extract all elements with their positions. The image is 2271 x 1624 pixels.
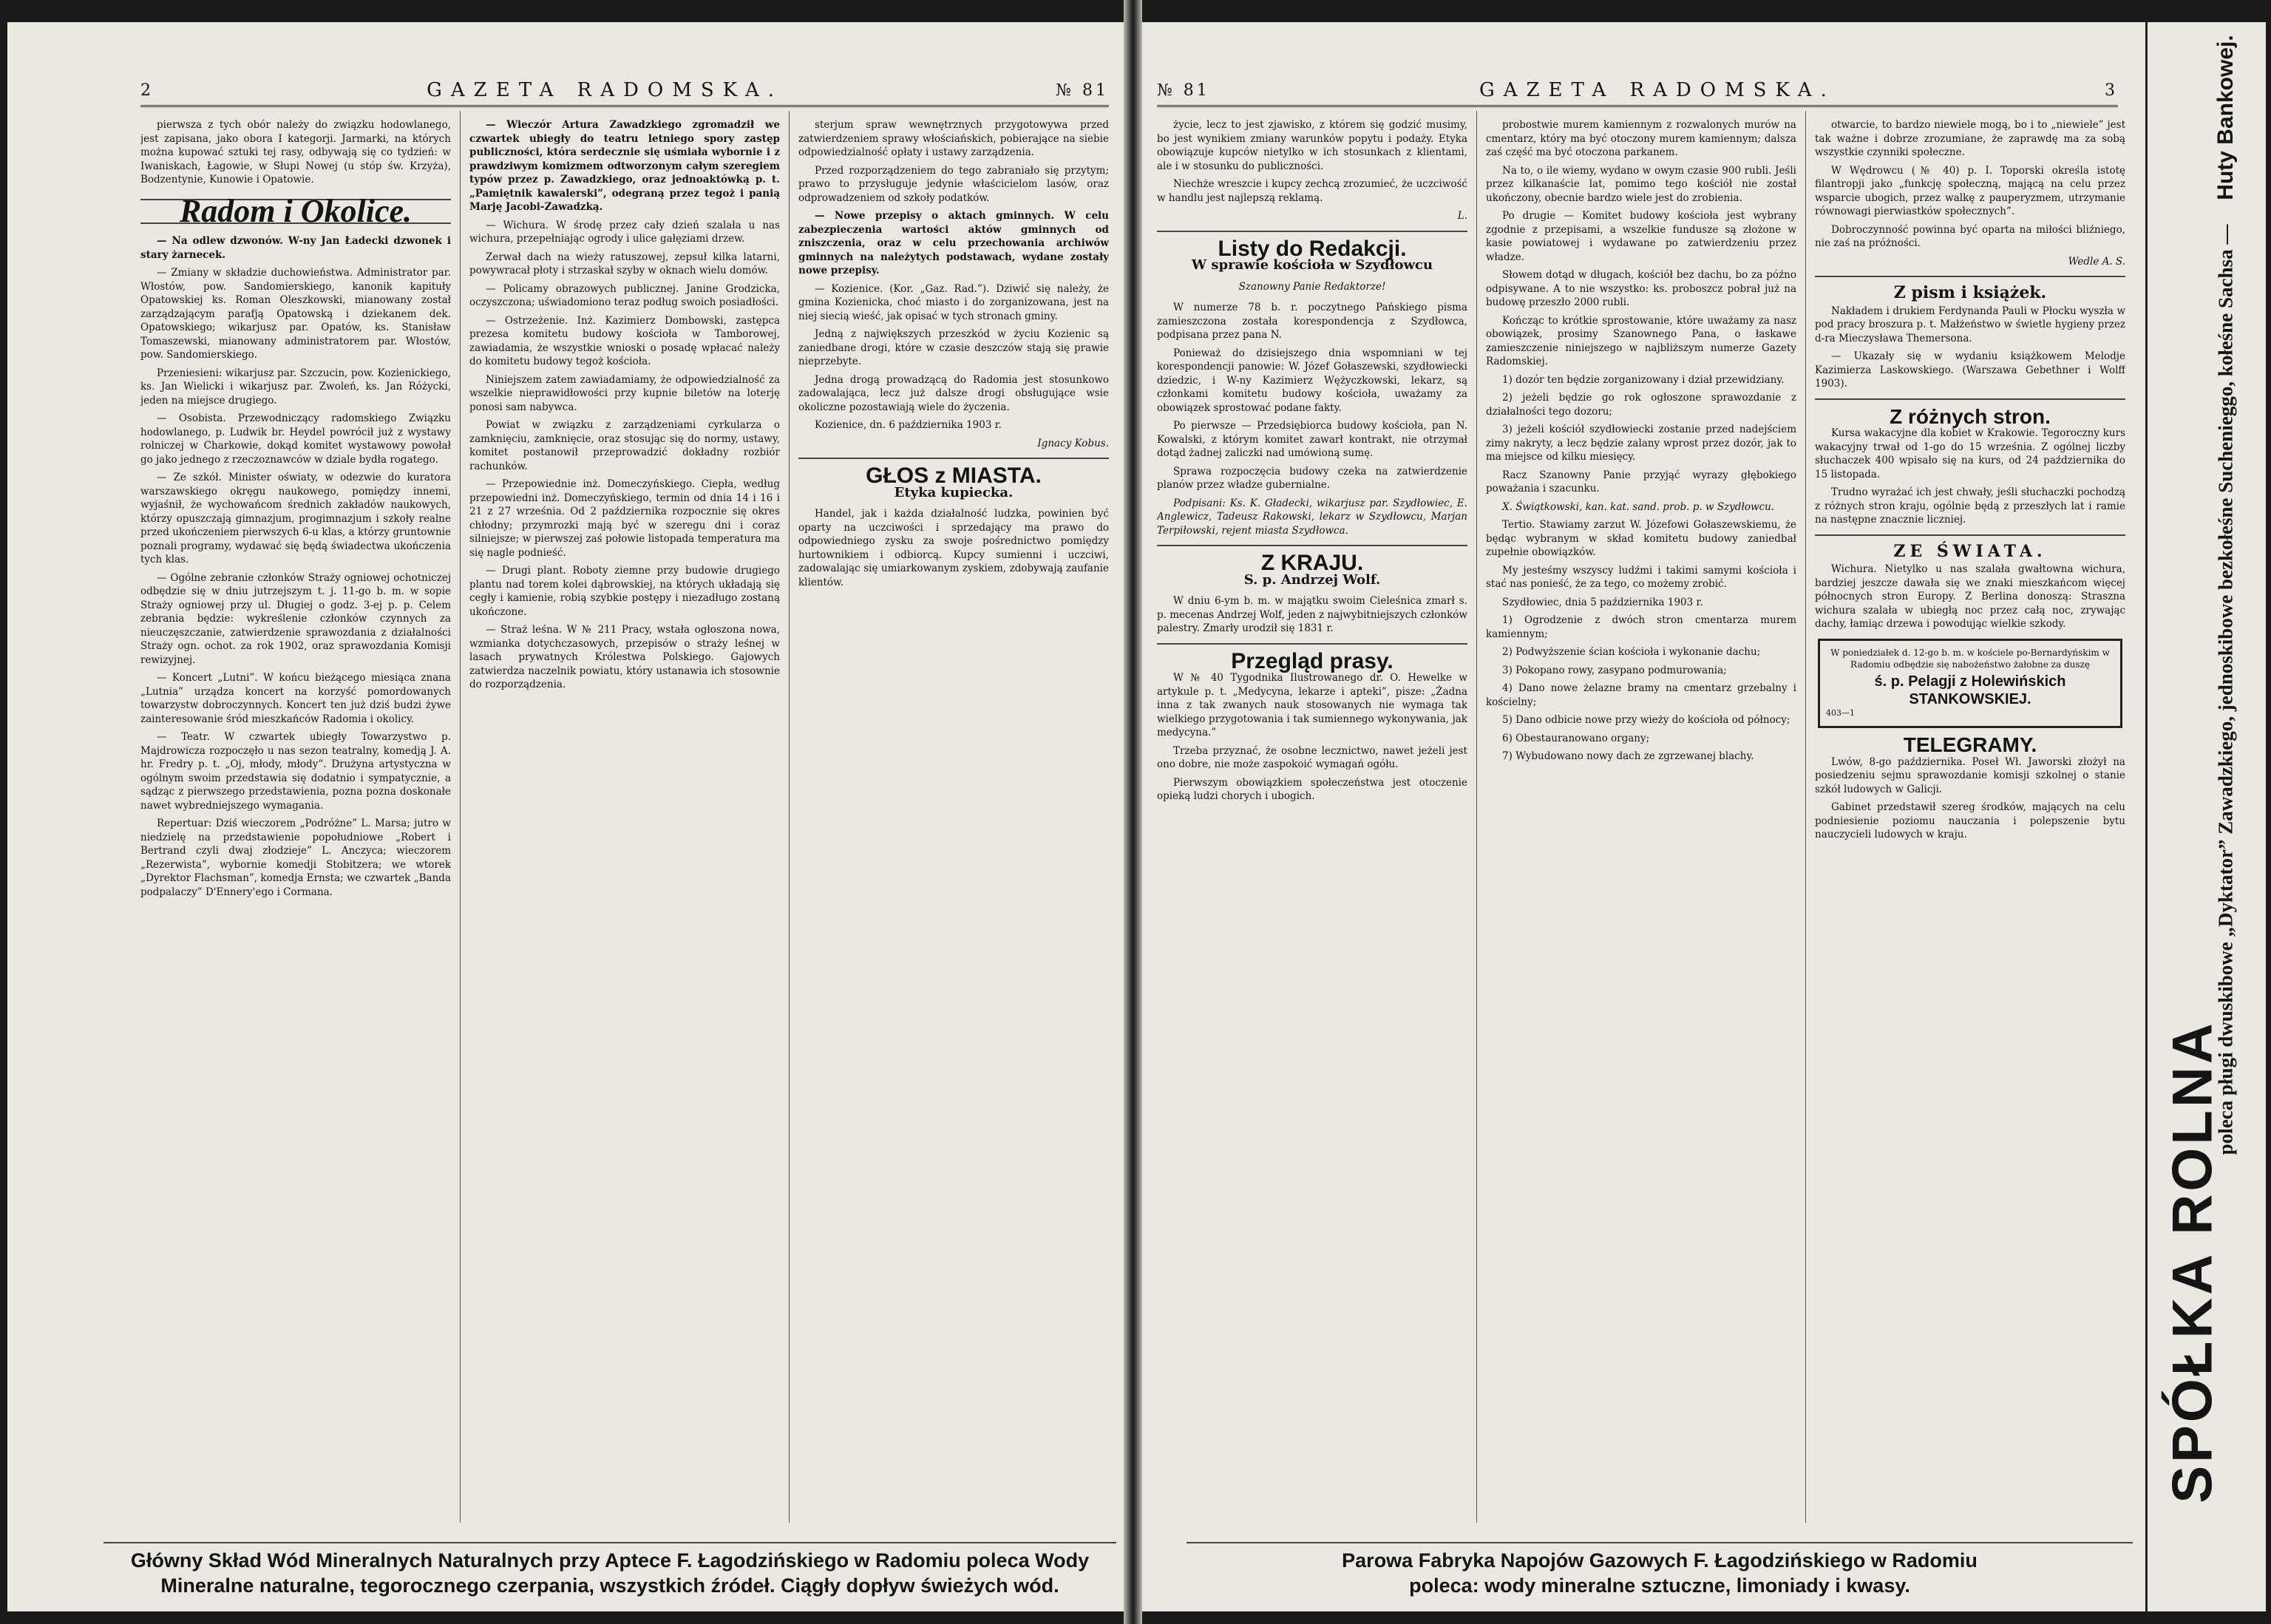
article-paragraph: W № 40 Tygodnika Ilustrowanego dr. O. Hewelke w artykule p. t. „Medycyna, lekarze i apteki”, pisze: „Żadna inna z tak zwanych nauk stosowanych nie wymaga tak wielkiego przygotowania i tak sumiennego wykonywania, jak medycyna.” <box>1157 672 1467 738</box>
issue-number: № 81 <box>1056 81 1109 100</box>
article-paragraph: życie, lecz to jest zjawisko, z którem się godzić musimy, bo jest wynikiem zmiany warunków popytu i podaży. Etyka obowiązuje kupców nietylko w ich stosunkach z klientami, ale i w stosunku do publiczności. <box>1157 119 1467 172</box>
divider <box>1815 398 2125 400</box>
article-paragraph: Niechże wreszcie i kupcy zechcą zrozumieć, że uczciwość w handlu jest najlepszą reklamą. <box>1157 178 1467 204</box>
article-title: TELEGRAMY. <box>1903 733 2037 756</box>
article-title: Listy do Redakcji. <box>1218 236 1407 261</box>
ad-manufacturer: Huty Bankowej. <box>2213 35 2238 200</box>
article-paragraph: otwarcie, to bardzo niewiele mogą, bo i to „niewiele” jest tak ważne i dobrze zrozumiane, że zaprawdę ma za sobą wszystkie czynniki społeczne. <box>1815 119 2125 158</box>
funeral-notice-name: STANKOWSKIEJ. <box>1909 691 2031 707</box>
right-masthead <box>1157 75 2118 107</box>
article-paragraph: Tertio. Stawiamy zarzut W. Józefowi Gołaszewskiemu, że będąc wybranym w skład komitetu budowy zaniedbał zupełnie obowiązków. <box>1486 519 1796 558</box>
article-paragraph: Przed rozporządzeniem do tego zabraniało się przytym; prawo to przysługuje jedynie właścicielom lasów, oraz odprowadzeniem od szkoły podatków. <box>798 164 1109 204</box>
right-page <box>1142 22 2266 1611</box>
list-item: 1) Ogrodzenie z dwóch stron cmentarza murem kamiennym; <box>1486 614 1796 640</box>
signatories: Podpisani: Ks. K. Gładecki, wikarjusz par. Szydłowiec, E. Anglewicz, Tadeusz Rakowski, lekarz w Szydłowcu, Marjan Terpiłowski, rejent miasta Szydłowca. <box>1157 497 1467 537</box>
page-number: 2 <box>140 81 154 100</box>
article-paragraph: Zerwał dach na wieży ratuszowej, zepsuł kilka latarni, powywracał płoty i strzaskał szyby w oknach wielu domów. <box>469 251 780 276</box>
signature: Ignacy Kobus. <box>1037 437 1109 449</box>
article-paragraph: W numerze 78 b. r. poczytnego Pańskiego pisma zamieszczona została korespondencja z Szydłowca, podpisana przez pana N. <box>1157 302 1467 341</box>
article-paragraph: — Wieczór Artura Zawadzkiego zgromadził we czwartek ubiegły do teatru letniego spory zastęp publiczności, która serdecznie się uśmiała wybornie i z prawdziwym komizmem odtworzonym całym szeregiem typów przez p. Zawadzkiego, oraz jednoaktówką p. t. „Pamiętnik kawalerski”, odegraną przez tegoż i panią Marję Jacobi-Zawadzką. <box>469 119 780 213</box>
page-number: 3 <box>2104 81 2118 100</box>
article-paragraph: Sprawa rozpoczęcia budowy czeka na zatwierdzenie planów przez władze gubernialne. <box>1157 465 1467 491</box>
list-item: 4) Dano nowe żelazne bramy na cmentarz grzebalny i kościelny; <box>1486 682 1796 708</box>
article-paragraph: Jedną z największych przeszkód w życiu Kozienic są zaniedbane drogi, które w czasie deszczów stają się prawie nieprzebyte. <box>798 328 1109 367</box>
signature: L. <box>1457 210 1467 222</box>
divider <box>1157 231 1467 232</box>
list-item: 1) dozór ten będzie zorganizowany i dział przewidziany. <box>1502 373 1785 386</box>
article-paragraph: Powiat w związku z zarządzeniami cyrkularza o zamknięciu, zamknięcie, oraz stosując się do normy, ustawy, komitet postanowił przeprowadzić dokładny rozbiór rachunków. <box>469 419 780 472</box>
column-divider <box>1805 111 1806 1523</box>
article-title: Z KRAJU. <box>1260 551 1364 575</box>
left-column-2 <box>469 118 780 1523</box>
salutation: Szanowny Panie Redaktorze! <box>1238 280 1386 293</box>
list-item: 3) jeżeli kościół szydłowiecki zostanie przed nadejściem zimy nakryty, a lecz będzie zalany wprost przez dozór, jak to ma miejsce od kilku miesięcy. <box>1486 424 1796 463</box>
divider <box>798 458 1109 459</box>
section-title: Radom i Okolice. <box>140 199 451 225</box>
divider <box>1157 545 1467 546</box>
article-paragraph: Wichura. Nietylko u nas szalała gwałtowna wichura, bardziej jeszcze dawała się we znaki mieszkańcom więcej północnych stron Europy. Z Berlina donoszą: Straszna wichura szalała w ubiegłą noc przez całą noc, zrywając dachy, łamiąc drzewa i powodując wielkie szkody. <box>1815 563 2125 630</box>
list-item: 7) Wybudowano nowy dach ze zgrzewanej blachy. <box>1502 750 1754 762</box>
signature: Wedle A. S. <box>2068 255 2125 268</box>
article-paragraph: — Ze szkół. Minister oświaty, w odezwie do kuratora warszawskiego okręgu naukowego, pomiędzy innemi, wyjaśnił, że wychowańcom średnich zakładów naukowych, którzy opuszczają gimnazjum, progimnazjum i szkoły realne przed ukończeniem pierwszych 6-u klas, a którzy gruntownie poznali programy, wydawać się będą świadectwa ukończenia tych klas. <box>140 472 451 565</box>
list-item: 2) Podwyższenie ścian kościoła i wykonanie dachu; <box>1502 646 1761 658</box>
article-paragraph: Pierwszym obowiązkiem społeczeństwa jest otoczenie opieką ludzi chorych i ubogich. <box>1157 776 1467 802</box>
article-paragraph: Gabinet przedstawił szereg środków, mających na celu podniesienie poziomu nauczania i polepszenie bytu nauczycieli ludowych w kraju. <box>1815 801 2125 840</box>
article-paragraph: probostwie murem kamiennym z rozwalonych murów na cmentarz, który ma być otoczony murem kamiennym; dalsza zaś część ma być otoczona parkanem. <box>1486 119 1796 158</box>
article-paragraph: Lwów, 8-go października. Poseł Wł. Jaworski złożył na posiedzeniu sejmu sprawozdanie komisji szkolnej o stanie szkół ludowych w Galicji. <box>1815 755 2125 795</box>
list-item: 6) Obestauranowano organy; <box>1502 732 1650 744</box>
right-column-3 <box>1815 118 2125 1523</box>
article-paragraph: — Na odlew dzwonów. W-ny Jan Ładecki dzwonek i stary żarnecek. <box>140 235 451 261</box>
article-paragraph: Kończąc to krótkie sprostowanie, które uważamy za nasz obowiązek, prosimy Szanownego Pana, o łaskawe zamieszczenie niniejszego w najbliższym numerze Gazety Radomskiej. <box>1486 314 1796 367</box>
list-item: 5) Dano odbicie nowe przy wieży do kościoła od północy; <box>1502 714 1790 726</box>
article-title: ZE ŚWIATA. <box>1893 541 2047 561</box>
article-paragraph: — Ogólne zebranie członków Straży ogniowej ochotniczej odbędzie się w dniu jutrzejszym t. j. 11-go b. m. w sopie Straży ogniowej przy ul. Długiej o godz. 3-ej p. p. Celem zebrania będzie: wykreślenie członków czynnych za nieuczęszczanie, zatwierdzenie sprawozdania z działalności Straży ogn. ochot. za rok 1902, oraz sprawozdania Komisji rewizyjnej. <box>140 571 451 666</box>
issue-number: № 81 <box>1157 81 1210 100</box>
column-divider <box>1476 111 1477 1523</box>
footer-line: poleca: wody mineralne sztuczne, limoniady i kwasy. <box>1409 1574 1910 1597</box>
article-title: Z pism i książek. <box>1893 283 2047 302</box>
article-paragraph: — Kozienice. (Kor. „Gaz. Rad.”). Dziwić się należy, że gmina Kozienicka, choć miasto i do zorganizowana, jest na niej siecią wieść, jak opisać w tych stronach gminy. <box>798 282 1109 322</box>
article-paragraph: Nakładem i drukiem Ferdynanda Pauli w Płocku wyszła w pod pracy broszura p. t. Małżeństwo w świetle hygieny przez d-ra Mieczysława Themersona. <box>1815 305 2125 344</box>
article-paragraph: — Drugi plant. Roboty ziemne przy budowie drugiego plantu nad torem kolei dąbrowskiej, na których układają się cegły i kamienie, robią szybkie postępy i niezadługo zostaną ukończone. <box>469 565 780 618</box>
right-footer-ad <box>1187 1548 2133 1598</box>
left-page <box>7 22 1124 1611</box>
article-paragraph: sterjum spraw wewnętrznych przygotowywa przed zatwierdzeniem sprawy włościańskich, pobierające na siebie odpowiedzialność opłaty i ustawy zarządzenia. <box>798 119 1109 158</box>
footer-line: Główny Skład Wód Mineralnych Naturalnych przy Aptece F. Łagodzińskiego w Radomiu poleca Wody <box>130 1549 1090 1572</box>
list-item: 3) Pokopano rowy, zasypano podmurowania; <box>1502 664 1727 676</box>
article-paragraph: — Zmiany w składzie duchowieństwa. Administrator par. Włostów, pow. Sandomierskiego, kanonik kapituły Opatowskiej ks. Roman Oleszkowski, mianowany został zarządzającym parafją Opatowską i dziekanem dek. Opatowskiego; wikarjusz par. Opatów, ks. Stanisław Tomaszewski, mianowany administratorem par. Włostów, pow. Sandomierskiego. <box>140 267 451 361</box>
article-paragraph: Po drugie — Komitet budowy kościoła jest wybrany zgodnie z przepisami, a wszelkie fundusze są złożone w kasie powiatowej i wydawane po zatwierdzeniu przez władze. <box>1486 210 1796 263</box>
footer-line: Parowa Fabryka Napojów Gazowych F. Łagodzińskiego w Radomiu <box>1342 1549 1978 1572</box>
footer-line: Mineralne naturalne, tegorocznego czerpania, wszystkich źródeł. Ciągły dopływ świeżych wód. <box>160 1574 1059 1597</box>
signatories: X. Świątkowski, kan. kat. sand. prob. p. w Szydłowcu. <box>1502 500 1775 513</box>
article-subtitle: Etyka kupiecka. <box>894 484 1014 500</box>
article-subtitle: S. p. Andrzej Wolf. <box>1243 571 1381 588</box>
dateline: Kozienice, dn. 6 października 1903 r. <box>815 419 1002 431</box>
article-paragraph: pierwsza z tych obór należy do związku hodowlanego, jest zapisana, jako obora I kategorji. Jarmarki, na których można kupować sztuki tej rasy, odbywają się co tydzień: w Iwaniskach, Łagowie, w Słupi Nowej (u stóp św. Krzyża), Bodzentynie, Kunowie i Opatowie. <box>140 119 451 186</box>
right-column-2 <box>1486 118 1796 1523</box>
column-divider <box>460 111 461 1523</box>
footer-rule <box>1187 1542 2133 1543</box>
article-paragraph: Repertuar: Dziś wieczorem „Podróżne” L. Marsa; jutro w niedzielę na przedstawienie popołudniowe „Robert i Bertrand czyli dwaj złodzieje” L. Anczyca; wieczorem „Rezerwista”, wybornie komedji Stobitzera; we wtorek „Dyrektor Flachsman”, komedja Ernsta; we czwartek „Banda podpalaczy” D'Ennery'ego i Cormana. <box>140 818 451 898</box>
article-paragraph: — Koncert „Lutni”. W końcu bieżącego miesiąca znana „Lutnia” urządza koncert na korzyść pomordowanych towarzystw dobroczynnych. Koncert ten już dziś budzi żywe zainteresowanie śród mieszkańców Radomia i okolicy. <box>140 672 451 725</box>
article-paragraph: Po pierwsze — Przedsiębiorca budowy kościoła, pan N. Kowalski, z którym komitet zawarł kontrakt, nie otrzymał dotąd żadnej zaliczki nad umówioną sumę. <box>1157 420 1467 459</box>
left-column-1 <box>140 118 451 1523</box>
article-paragraph: W dniu 6-ym b. m. w majątku swoim Cieleśnica zmarł s. p. mecenas Andrzej Wolf, jeden z najwybitniejszych członków palestry. Zmarły urodził się 1831 r. <box>1157 595 1467 634</box>
article-paragraph: Handel, jak i każda działalność ludzka, powinien być oparty na uczciwości i sprzedający ma prawo do odpowiedniego zysku za swoje pośrednictwo pomiędzy hurtownikiem i odbiorcą. Kupcy sumienni i uczciwi, zadowalając się umiarkowanym zyskiem, zdobywają zaufanie klientów. <box>798 508 1109 588</box>
article-paragraph: W Wędrowcu (№ 40) p. I. Toporski określa istotę filantropji jako „funkcję społeczną, mającą na celu przez wsparcie ubogich, przez walkę z pauperyzmem, utrzymanie równowagi pierwiastków społecznych”. <box>1815 164 2125 217</box>
article-paragraph: Trzeba przyznać, że osobne lecznictwo, nawet jeżeli jest ono dobre, nie może zaspokoić wymagań ogółu. <box>1157 744 1467 770</box>
newspaper-title: GAZETA RADOMSKA. <box>1479 79 1836 101</box>
article-paragraph: Słowem dotąd w długach, kościół bez dachu, bo za późno odpisywane. A to nie wszystko: ks. proboszcz pobrał już na budowę przeszło 2000 rubli. <box>1486 269 1796 308</box>
article-paragraph: — Osobista. Przewodniczący radomskiego Związku hodowlanego, p. Ludwik br. Heydel powrócił już z wystawy rolniczej w Charkowie, dokąd komitet wystawowy powołał go jako jednego z rzeczoznawców w dziale bydła rogatego. <box>140 412 451 466</box>
article-subtitle: W sprawie kościoła w Szydłowcu <box>1191 257 1433 273</box>
article-paragraph: Na to, o ile wiemy, wydano w owym czasie 900 rubli. Jeśli przez kilkanaście lat, pomimo tego kościół nie został ukończony, obecnie bardzo wiele jest do zrobienia. <box>1486 164 1796 204</box>
article-paragraph: — Wichura. W środę przez cały dzień szalała u nas wichura, przepełniając ogrody i ulice gałęziami drzew. <box>469 219 780 245</box>
article-paragraph: Dobroczynność powinna być oparta na miłości bliźniego, nie zaś na próżności. <box>1815 223 2125 249</box>
article-title: Przegląd prasy. <box>1231 648 1394 673</box>
ad-reference: 403—1 <box>1826 707 1855 718</box>
article-paragraph: — Teatr. W czwartek ubiegły Towarzystwo p. Majdrowicza rozpoczęło u nas sezon teatralny, komedją J. A. hr. Fredry p. t. „Oj, młody, młody”. Drużyna artystyczna w ogólnym swoim przedstawia się dodatnio i sympatycznie, a sądząc z pierwszego przedstawienia, pozna pozna doskonałe nawet wybredniejszego wymagania. <box>140 731 451 812</box>
funeral-notice-name: ś. p. Pelagji z Holewińskich <box>1874 673 2066 690</box>
left-masthead <box>140 75 1109 107</box>
funeral-notice <box>1818 639 2122 729</box>
article-paragraph: Trudno wyrażać ich jest chwały, jeśli słuchaczki pochodzą z różnych stron kraju, ogólnie będą z przeszłych lat i ramie na następne znacznie liczniej. <box>1815 486 2125 526</box>
ad-body-text: poleca pługi dwuskibowe „Dyktator” Zawadzkiego, jednoskibowe bezkołeśne Suchenieggo, kołeśne Sachsa — <box>2214 224 2237 1155</box>
left-column-3 <box>798 118 1109 1523</box>
divider <box>1815 276 2125 277</box>
article-paragraph: — Ostrzeżenie. Inż. Kazimierz Dombowski, zastępca prezesa komitetu budowy kościoła w Tamborowej, zawiadamia, że wszystkie wnioski o posadę wpłacać należy do komitetu budowy tegoż kościoła. <box>469 314 780 367</box>
article-paragraph: — Przepowiednie inż. Domeczyńskiego. Ciepła, według przepowiedni inż. Domeczyńskiego, termin od dnia 14 i 16 i 21 z 27 września. Od 2 października rozpocznie się okres chłodny; przymrozki mają być w szeregu dni i coraz silniejsze; w pierwszej zaś połowie listopada temperatura ma się nagle podnieść. <box>469 478 780 559</box>
article-title: GŁOS z MIASTA. <box>866 463 1042 488</box>
ad-company-name: SPÓŁKA ROLNA <box>2161 1020 2224 1504</box>
article-paragraph: Ponieważ do dzisiejszego dnia wspomniani w tej korespondencji panowie: W. Józef Gołaszewski, szydłowiecki dziedzic, i W-ny Kazimierz Wężyczkowski, lekarz, są członkami komitetu budowy kościoła, uważamy za obowiązek sprostować podane fakty. <box>1157 347 1467 414</box>
footer-rule <box>103 1542 1116 1543</box>
funeral-notice-text: W poniedziałek d. 12-go b. m. w kościele po-Bernardyńskim w Radomiu odbędzie się nabożeństwo żałobne za duszę <box>1830 647 2110 670</box>
article-paragraph: — Nowe przepisy o aktach gminnych. W celu zabezpieczenia wartości aktów gminnych od zniszczenia, oraz w celu przechowania archiwów gminnych na należytych podstawach, wydane zostały nowe przepisy. <box>798 210 1109 276</box>
article-paragraph: Przeniesieni: wikarjusz par. Szczucin, pow. Kozienickiego, ks. Jan Wielicki i wikarjusz par. Zwoleń, ks. Jan Różycki, jeden na miejsce drugiego. <box>140 367 451 407</box>
vertical-advertisement <box>2145 22 2266 1611</box>
column-divider <box>789 111 790 1523</box>
article-paragraph: — Straż leśna. W № 211 Pracy, wstała ogłoszona nowa, wzmianka dotychczasowych, przepisów o straży leśnej w lasach prywatnych Królestwa Polskiego. Gajowych zatwierdza naczelnik powiatu, który ustanawia ich stosownie do rozporządzenia. <box>469 624 780 690</box>
article-paragraph: Kursa wakacyjne dla kobiet w Krakowie. Tegoroczny kurs wakacyjny trwał od 1-go do 15 września. Z ogólnej liczby słuchaczek 400 wpisało się na kurs, od 24 października do 15 listopada. <box>1815 427 2125 480</box>
dateline: Szydłowiec, dnia 5 października 1903 r. <box>1502 596 1703 608</box>
list-item: 2) jeżeli będzie go rok ogłoszone sprawozdanie z działalności tego dozoru; <box>1486 392 1796 418</box>
article-paragraph: — Ukazały się w wydaniu książkowem Melodje Kazimierza Laskowskiego. (Warszawa Gebethner i Wolff 1903). <box>1815 350 2125 390</box>
article-paragraph: Niniejszem zatem zawiadamiamy, że odpowiedzialność za wszelkie nieprawidłowości przy kupnie biletów na loterję ponosi sam nabywca. <box>469 373 780 413</box>
article-paragraph: Racz Szanowny Panie przyjąć wyrazy głębokiego poważania i szacunku. <box>1486 469 1796 495</box>
article-paragraph: Jedna drogą prowadzącą do Radomia jest stosunkowo zadowalająca, lecz już dalsze drogi obsługujące wsie okoliczne pozostawiają wiele do życzenia. <box>798 373 1109 413</box>
divider <box>1157 643 1467 645</box>
book-gutter <box>1124 0 1142 1624</box>
left-footer-ad <box>103 1548 1116 1598</box>
newspaper-title: GAZETA RADOMSKA. <box>427 79 784 101</box>
article-title: Z różnych stron. <box>1890 404 2051 428</box>
article-paragraph: My jesteśmy wszyscy ludźmi i takimi samymi kościoła i stać nas ponieść, że za tego, co możemy zrobić. <box>1486 564 1796 590</box>
divider <box>1815 534 2125 536</box>
article-paragraph: — Policamy obrazowych publicznej. Janine Grodzicka, oczyszczona; uświadomiono teraz podług swoich posiadłości. <box>469 282 780 308</box>
right-column-1 <box>1157 118 1467 1523</box>
